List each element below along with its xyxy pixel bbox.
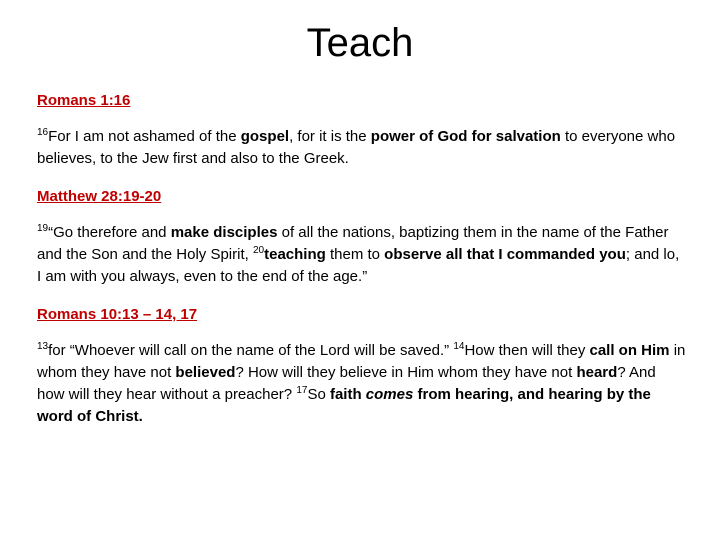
verse-text: of all the nations, baptizing them in the name of the Father and the Son and the Holy Spirit, <box>37 224 669 263</box>
passage <box>37 186 687 304</box>
passage <box>37 90 687 186</box>
verse-text: For I am not ashamed of the <box>48 128 241 145</box>
emphasized-text: faith <box>329 386 366 403</box>
verse-text: for “Whoever will call on the name of the Lord will be saved.” <box>48 342 454 359</box>
verse-number: 14 <box>453 341 465 352</box>
passage-text <box>37 340 687 428</box>
verse-number: 17 <box>296 385 308 396</box>
verse-text: “Go therefore and <box>48 224 171 241</box>
passage <box>37 304 687 428</box>
passages-container <box>37 90 687 428</box>
verse-text: ? And how will they hear without a preacher? <box>37 364 656 403</box>
emphasized-text: gospel <box>240 128 290 145</box>
emphasized-text: from hearing, and hearing by the word of Christ. <box>37 386 651 425</box>
verse-text: them to <box>325 246 385 263</box>
passage-text <box>37 126 687 170</box>
passage-reference: Matthew 28:19-20 <box>37 188 162 205</box>
emphasized-text: heard <box>576 364 618 381</box>
emphasized-text: comes <box>365 386 414 403</box>
verse-text: , for it is the <box>289 128 371 145</box>
passage-reference: Romans 1:16 <box>37 92 131 109</box>
verse-number: 19 <box>37 223 49 234</box>
verse-number: 16 <box>37 127 49 138</box>
emphasized-text: make disciples <box>170 224 278 241</box>
passage-reference: Romans 10:13 – 14, 17 <box>37 306 198 323</box>
verse-number: 20 <box>252 245 265 256</box>
slide-title: Teach <box>306 21 414 65</box>
emphasized-text: observe all that I commanded you <box>384 246 626 263</box>
verse-text: ? How will they believe in Him whom they have not <box>235 364 577 381</box>
emphasized-text: believed <box>175 364 236 381</box>
emphasized-text: call on Him <box>589 342 670 359</box>
passage-text <box>37 222 687 288</box>
emphasized-text: power of God for salvation <box>370 128 561 145</box>
verse-text: How then will they <box>464 342 590 359</box>
verse-text: to everyone who believes, to the Jew first and also to the Greek. <box>37 128 676 167</box>
verse-text: ; and lo, I am with you always, even to the end of the age.” <box>37 246 680 285</box>
emphasized-text: teaching <box>264 246 326 263</box>
verse-text: So <box>307 386 330 403</box>
verse-number: 13 <box>37 341 49 352</box>
verse-text: in whom they have not <box>37 342 686 381</box>
